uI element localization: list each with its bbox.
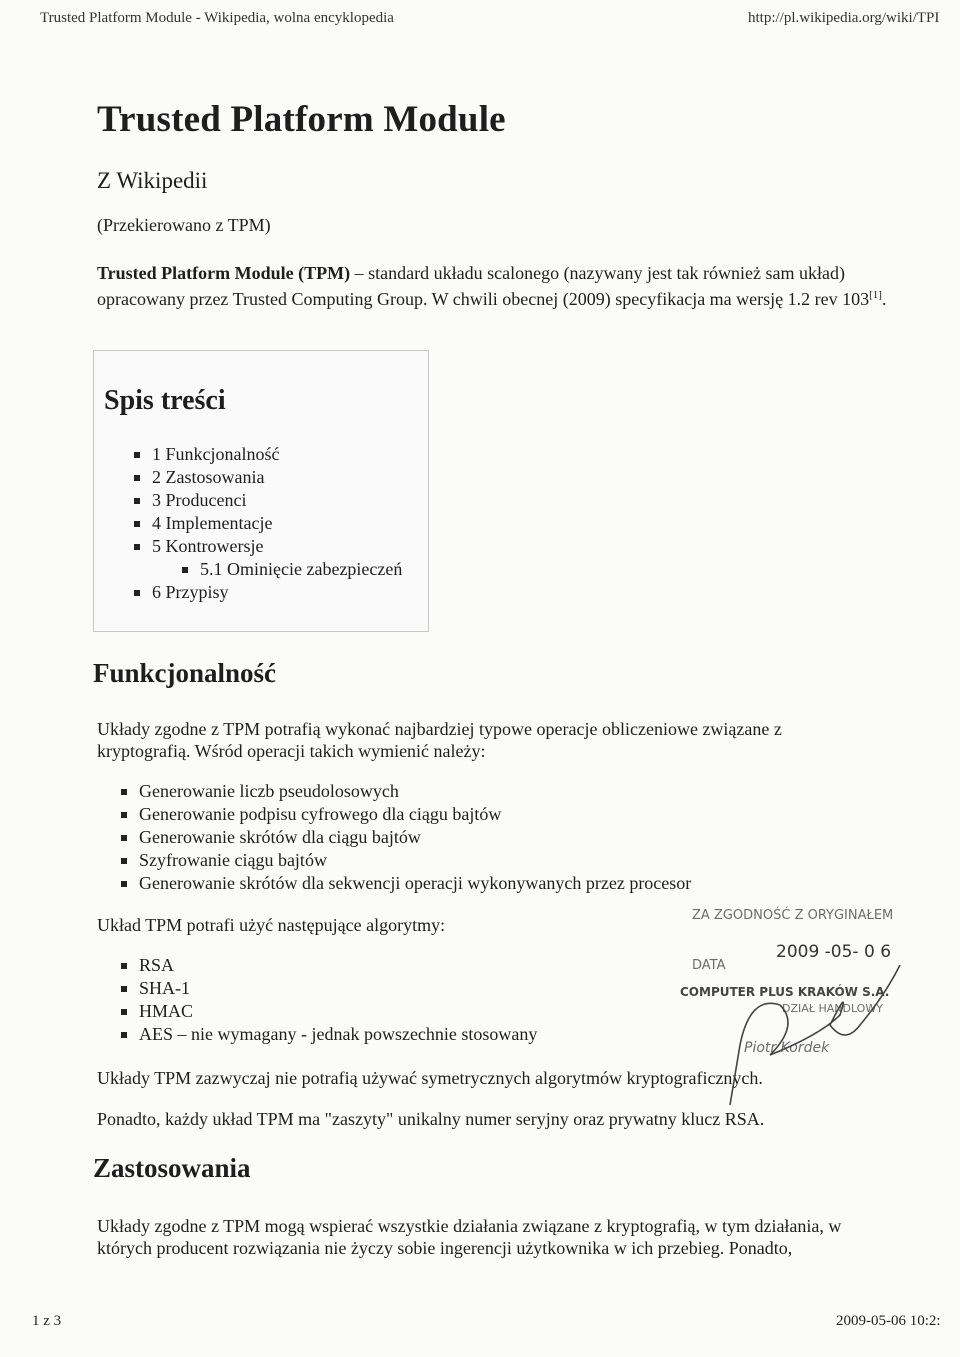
list-item: SHA-1 <box>139 977 537 1000</box>
toc-item[interactable]: 5 Kontrowersje <box>152 535 354 558</box>
page-subtitle: Z Wikipedii <box>97 168 208 193</box>
section-heading-zastosowania: Zastosowania <box>93 1153 251 1183</box>
toc-item[interactable]: 1 Funkcjonalność <box>152 443 354 466</box>
toc-title: Spis treści <box>104 385 226 416</box>
operations-list <box>139 780 691 895</box>
list-item: HMAC <box>139 1000 537 1023</box>
list-item: Generowanie liczb pseudolosowych <box>139 780 691 803</box>
print-header-title: Trusted Platform Module - Wikipedia, wolna encyklopedia <box>40 10 394 26</box>
section-heading-funkcjonalnosc: Funkcjonalność <box>93 658 277 688</box>
intro-end: . <box>881 289 887 309</box>
algorithms-list <box>139 954 537 1046</box>
print-header-url: http://pl.wikipedia.org/wiki/TPI <box>748 10 940 26</box>
list-item: Generowanie podpisu cyfrowego dla ciągu bajtów <box>139 803 691 826</box>
funkcjonalnosc-intro: Układy zgodne z TPM potrafią wykonać najbardziej typowe operacje obliczeniowe związane z kryptografią. Wśród operacji takich wymienić należy: <box>97 719 782 761</box>
toc-item[interactable]: 3 Producenci <box>152 489 354 512</box>
page-number: 1 z 3 <box>32 1313 62 1329</box>
symmetric-note: Układy TPM zazwyczaj nie potrafią używać symetrycznych algorytmów kryptograficznych. <box>97 1068 763 1088</box>
toc-item[interactable]: 2 Zastosowania <box>152 466 354 489</box>
algorithms-intro: Układ TPM potrafi użyć następujące algorytmy: <box>97 915 446 935</box>
toc-subitem[interactable]: 5.1 Ominięcie zabezpieczeń <box>200 559 403 579</box>
stamp-company: COMPUTER PLUS KRAKÓW S.A. <box>680 985 890 999</box>
toc-item[interactable]: 4 Implementacje <box>152 512 354 535</box>
stamp-name: Piotr Kordek <box>744 1040 830 1056</box>
toc-list <box>152 443 403 604</box>
stamp-date-value: 2009 -05- 0 6 <box>776 942 892 962</box>
list-item: RSA <box>139 954 537 977</box>
stamp-department: DZIAŁ HANDLOWY <box>782 1002 883 1015</box>
intro-bold-term: Trusted Platform Module (TPM) <box>97 263 351 283</box>
signature-icon <box>700 965 910 1110</box>
toc-item[interactable]: 6 Przypisy <box>152 581 354 604</box>
stamp-date-label: DATA <box>692 958 726 973</box>
serial-key-note: Ponadto, każdy układ TPM ma "zaszyty" unikalny numer seryjny oraz prywatny klucz RSA. <box>97 1109 765 1129</box>
list-item: Generowanie skrótów dla ciągu bajtów <box>139 826 691 849</box>
stamp-line-certified: ZA ZGODNOŚĆ Z ORYGINAŁEM <box>692 908 894 923</box>
list-item: AES – nie wymagany - jednak powszechnie stosowany <box>139 1024 538 1044</box>
intro-ref-link[interactable]: [1] <box>869 289 882 301</box>
list-item: Generowanie skrótów dla sekwencji operacji wykonywanych przez procesor <box>139 873 692 893</box>
intro-paragraph <box>97 262 897 310</box>
redirect-note: (Przekierowano z TPM) <box>97 215 271 235</box>
print-timestamp: 2009-05-06 10:2: <box>836 1313 941 1329</box>
zastosowania-paragraph: Układy zgodne z TPM mogą wspierać wszystkie działania związane z kryptografią, w tym działania, w których producent rozwiązania nie życzy sobie ingerencji użytkownika w ich przebieg. Ponadto, <box>97 1216 842 1258</box>
intro-text: – standard układu scalonego (nazywany jest tak również sam układ) opracowany przez Trusted Computing Group. W chwili obecnej (2009) specyfikacja ma wersję 1.2 rev 103 <box>97 263 870 309</box>
list-item: Szyfrowanie ciągu bajtów <box>139 849 691 872</box>
page-title: Trusted Platform Module <box>97 99 506 140</box>
